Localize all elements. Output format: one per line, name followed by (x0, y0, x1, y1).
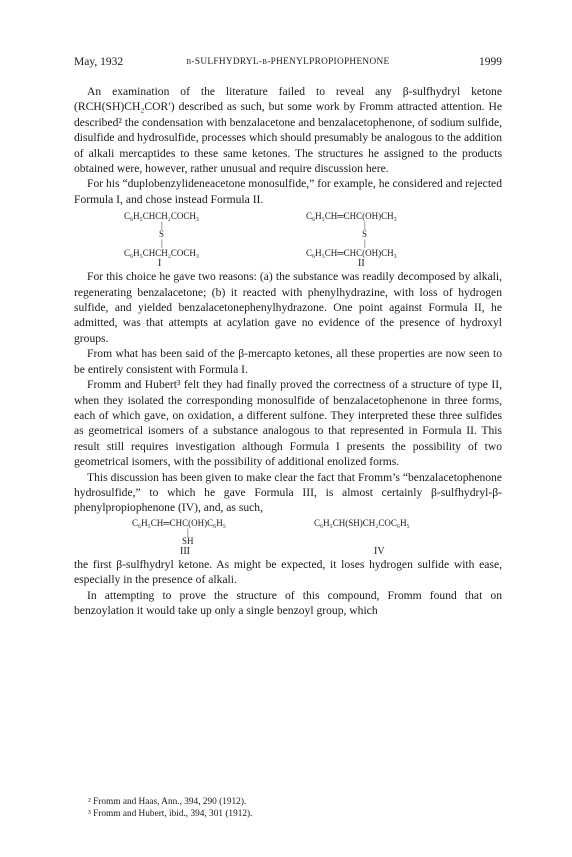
formulas-i-ii (74, 207, 502, 269)
running-title: β-SULFHYDRYL-β-PHENYLPROPIOPHENONE (186, 57, 390, 67)
bond-line: | (364, 220, 366, 231)
article-body (74, 84, 502, 618)
footnotes (74, 796, 502, 820)
formula-iii: C₆H₅CH═CHC(OH)C₆H₅ (132, 517, 226, 528)
paragraph: From what has been said of the β-mercapto ketones, all these properties are now seen to be entirely consistent with Formula I. (74, 347, 502, 376)
paragraph: the first β-sulfhydryl ketone. As might be expected, it loses hydrogen sulfide with ease, especially in the presence of alkali. (74, 557, 502, 587)
formula-i-top: C₆H₅CHCH₂COCH₃ (124, 211, 200, 222)
formula-ii-top: C₆H₅CH═CHC(OH)CH₃ (306, 211, 397, 222)
formula-label-iv: IV (374, 545, 385, 557)
formula-iv: C₆H₅CH(SH)CH₂COC₆H₅ (314, 517, 410, 528)
formula-label-iii: III (180, 545, 190, 557)
formula-ii-sulfur: S (362, 229, 368, 240)
bond-line: | (161, 220, 163, 231)
bond-line: | (187, 526, 189, 537)
header-date: May, 1932 (74, 56, 124, 68)
footnote-3: ³ Fromm and Hubert, ibid., 394, 301 (1912). (88, 809, 253, 819)
formula-i-bottom: C₆H₅CHCH₂COCH₃ (124, 248, 200, 259)
formulas-iii-iv (74, 516, 502, 557)
paragraph: An examination of the literature failed to reveal any β-sulfhydryl ketone (RCH(SH)CH₂COR′) described as such, but some work by Fromm attracted attention. He described² the condensation with benzalacetone and benzalacetophenone, of sodium sulfide, disulfide and hydrosulfide, processes which should presumably be analogous to the addition of alkali mercaptides to these same ketones. The structures he assigned to the products obtained were, however, rather unusual and require discussion here. (74, 85, 502, 176)
formula-i-sulfur: S (159, 229, 165, 240)
page-header (74, 56, 502, 72)
formula-iii-sh: SH (182, 535, 194, 546)
paragraph: This discussion has been given to make clear the fact that Fromm’s “benzalacetophenone hydrosulfide,” to which he gave Formula III, is almost certainly β-sulfhydryl-β-phenylpropiophenone (IV), and, as such, (74, 470, 502, 515)
paragraph: For his “duplobenzylideneacetone monosulfide,” for example, he considered and rejected Formula I, and chose instead Formula II. (74, 177, 502, 206)
paragraph: For this choice he gave two reasons: (a) the substance was readily decomposed by alkali, regenerating benzalacetone; (b) it reacted with phenylhydrazine, with loss of hydrogen sulfide, and yielded benzalacetonephenylhydrazone. One point against Formula II, he admitted, was that attempts at acylation gave no evidence of the presence of hydroxyl groups. (74, 270, 502, 345)
formula-ii-bottom: C₆H₅CH═CHC(OH)CH₃ (306, 248, 397, 259)
paragraph: In attempting to prove the structure of this compound, Fromm found that on benzoylation it would take up only a single benzoyl group, which (74, 588, 502, 617)
bond-line: | (364, 238, 366, 249)
formula-label-i: I (158, 258, 162, 270)
bond-line: | (161, 238, 163, 249)
paragraph: Fromm and Hubert³ felt they had finally proved the correctness of a structure of type II, when they isolated the corresponding monosulfide of benzalacetophenone in three forms, each of which gave, on oxidation, a different sulfone. They interpreted these three sulfides as geometrical isomers of a substance analogous to that represented in Formula II. This result still requires investigation although Formula I presents the possibility of two geometrical isomers, with the possibility of additional enolized forms. (74, 378, 502, 469)
formula-label-ii: II (358, 258, 365, 270)
footnote-2: ² Fromm and Haas, Ann., 394, 290 (1912). (88, 797, 247, 807)
page-number: 1999 (479, 56, 502, 68)
